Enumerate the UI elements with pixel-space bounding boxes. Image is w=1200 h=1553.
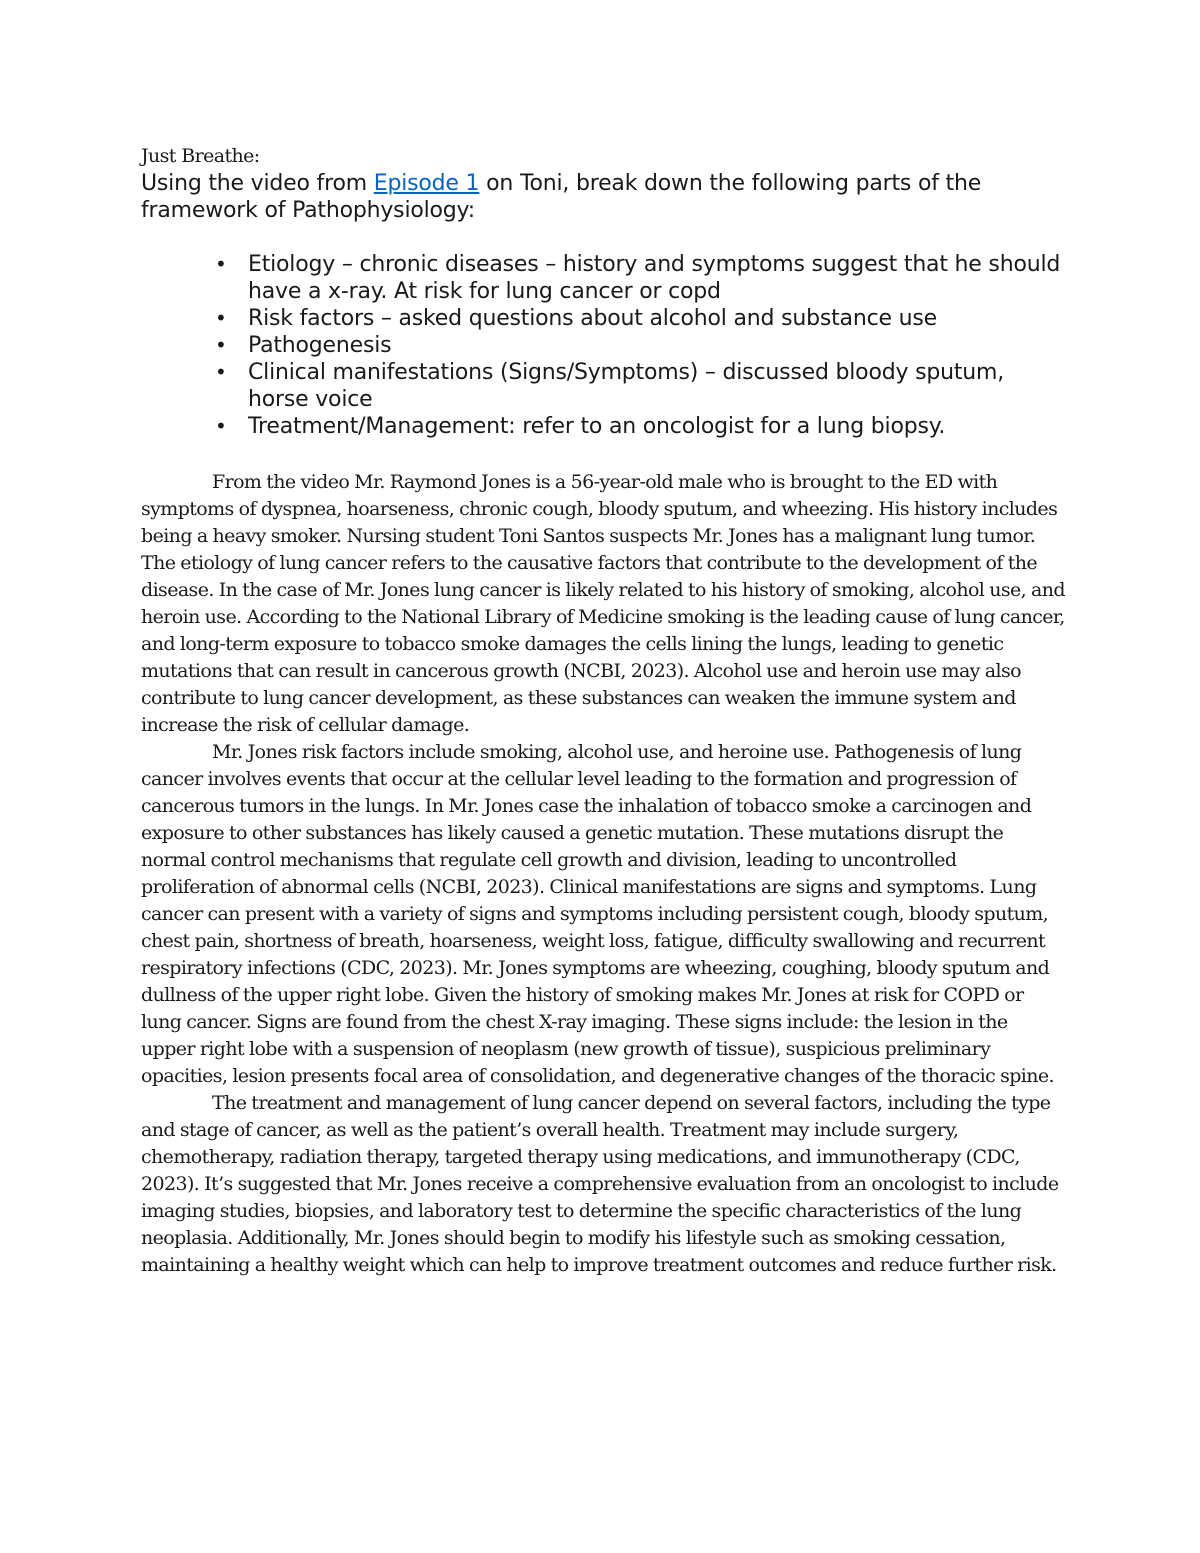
bullet-icon: • — [215, 414, 227, 438]
paragraph-etiology: From the video Mr. Raymond Jones is a 56-year-old male who is brought to the ED with symptoms of dyspnea, hoarseness, chronic cough, bloody sputum, and wheezing. His history includes being a heavy smoker. Nursing student Toni Santos suspects Mr. Jones has a malignant lung tumor. The etiology of lung cancer refers to the causative factors that contribute to the development of the disease. In the case of Mr. Jones lung cancer is likely related to his history of smoking, alcohol use, and heroin use. According to the National Library of Medicine smoking is the leading cause of lung cancer, and long-term exposure to tobacco smoke damages the cells lining the lungs, leading to genetic mutations that can result in cancerous growth (NCBI, 2023). Alcohol use and heroin use may also contribute to lung cancer development, as these substances can weaken the immune system and increase the risk of cellular damage. — [141, 471, 1065, 736]
heading-suffix: on Toni, break down the following parts of the framework of Pathophysiology: — [141, 171, 982, 223]
bullet-pathogenesis — [141, 332, 1066, 359]
paragraph-pathogenesis: Mr. Jones risk factors include smoking, alcohol use, and heroine use. Pathogenesis of lung cancer involves events that occur at the cellular level leading to the formation and progression of cancerous tumors in the lungs. In Mr. Jones case the inhalation of tobacco smoke a carcinogen and exposure to other substances has likely caused a genetic mutation. These mutations disrupt the normal control mechanisms that regulate cell growth and division, leading to uncontrolled proliferation of abnormal cells (NCBI, 2023). Clinical manifestations are signs and symptoms. Lung cancer can present with a variety of signs and symptoms including persistent cough, bloody sputum, chest pain, shortness of breath, hoarseness, weight loss, fatigue, difficulty swallowing and recurrent respiratory infections (CDC, 2023). Mr. Jones symptoms are wheezing, coughing, bloody sputum and dullness of the upper right lobe. Given the history of smoking makes Mr. Jones at risk for COPD or lung cancer. Signs are found from the chest X-ray imaging. These signs include: the lesion in the upper right lobe with a suspension of neoplasm (new growth of tissue), suspicious preliminary opacities, lesion presents focal area of consolidation, and degenerative changes of the thoracic spine. — [141, 741, 1054, 1087]
heading-prefix: Using the video from — [141, 171, 374, 196]
episode-link[interactable]: Episode 1 — [373, 171, 480, 196]
bullet-treatment — [141, 413, 1066, 440]
assignment-heading — [141, 170, 1066, 224]
bullet-etiology — [141, 251, 1066, 305]
bullet-icon: • — [215, 360, 227, 384]
bullet-text: Treatment/Management: refer to an oncologist for a lung biopsy. — [248, 414, 946, 439]
document-title: Just Breathe: — [141, 145, 260, 167]
bullet-risk-factors — [141, 305, 1066, 332]
bullet-text: Risk factors – asked questions about alcohol and substance use — [248, 306, 937, 331]
framework-bullet-list — [141, 251, 1066, 440]
document-content — [141, 143, 1066, 1279]
bullet-text: Clinical manifestations (Signs/Symptoms) – discussed bloody sputum, horse voice — [248, 360, 1005, 412]
bullet-text: Etiology – chronic diseases – history and symptoms suggest that he should have a x-ray. At risk for lung cancer or copd — [248, 252, 1061, 304]
essay-body — [141, 469, 1066, 1279]
bullet-icon: • — [215, 252, 227, 276]
bullet-icon: • — [215, 333, 227, 357]
bullet-text: Pathogenesis — [248, 333, 392, 358]
bullet-icon: • — [215, 306, 227, 330]
paragraph-treatment: The treatment and management of lung cancer depend on several factors, including the type and stage of cancer, as well as the patient’s overall health. Treatment may include surgery, chemotherapy, radiation therapy, targeted therapy using medications, and immunotherapy (CDC, 2023). It’s suggested that Mr. Jones receive a comprehensive evaluation from an oncologist to include imaging studies, biopsies, and laboratory test to determine the specific characteristics of the lung neoplasia. Additionally, Mr. Jones should begin to modify his lifestyle such as smoking cessation, maintaining a healthy weight which can help to improve treatment outcomes and reduce further risk. — [141, 1092, 1059, 1276]
bullet-clinical-manifestations — [141, 359, 1066, 413]
